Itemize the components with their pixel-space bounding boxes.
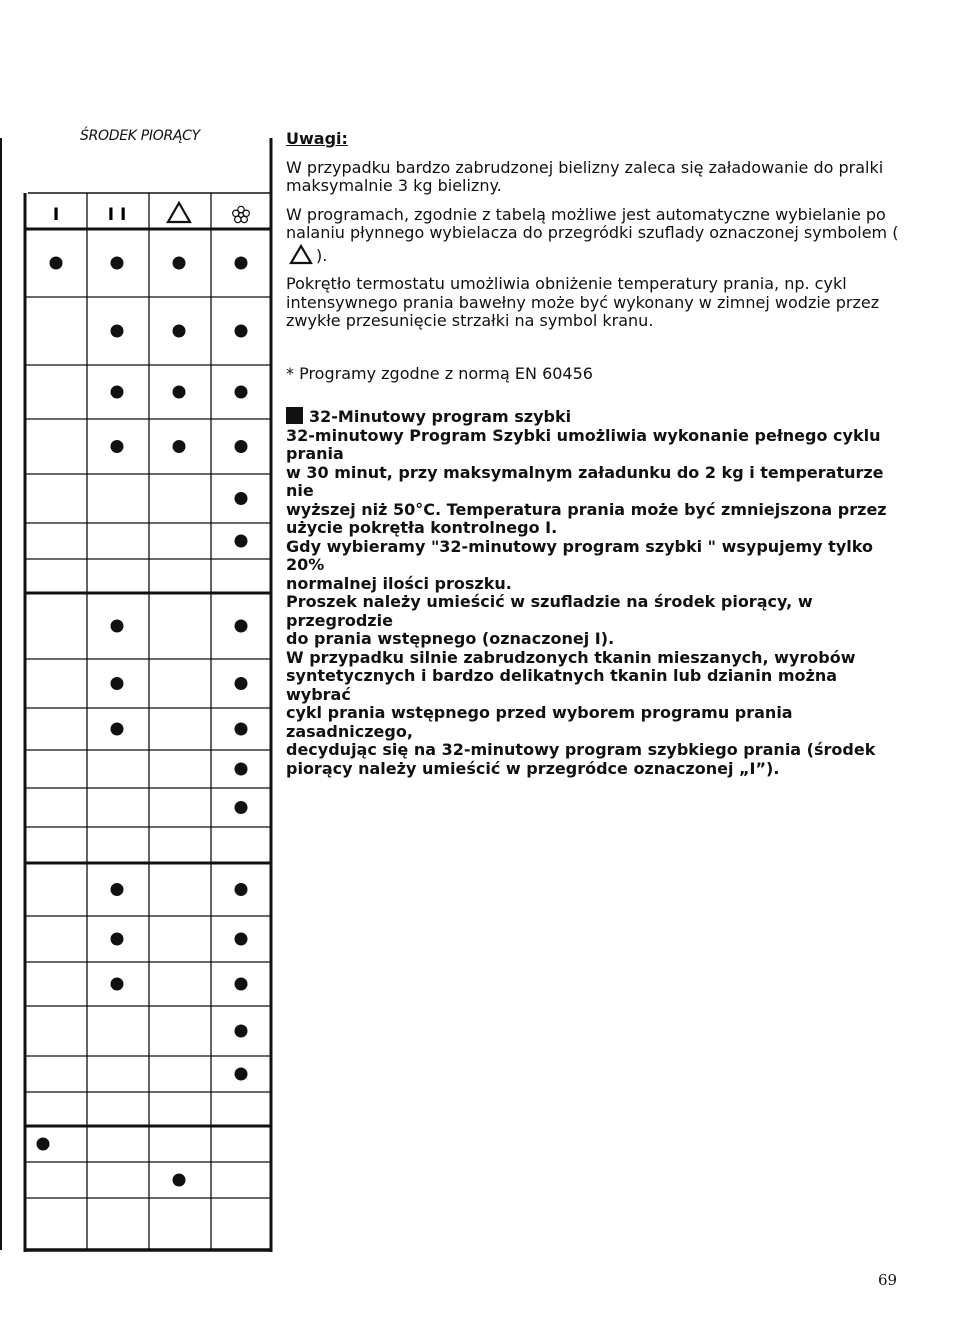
table-dot-mark	[111, 620, 124, 633]
table-dot-mark	[235, 257, 248, 270]
quick-line: normalnej ilości proszku.	[286, 573, 512, 593]
quick-line: w 30 minut, przy maksymalnym załadunku do 2 kg i temperaturze nie	[286, 462, 884, 500]
table-dot-mark	[111, 440, 124, 453]
quick-line: Proszek należy umieścić w szufladzie na środek piorący, w przegrodzie	[286, 592, 813, 630]
table-dot-mark	[173, 1174, 186, 1187]
standard-footnote: * Programy zgodne z normą EN 60456	[286, 363, 593, 383]
notes-section	[286, 130, 906, 778]
note-paragraph-2-end: ).	[316, 245, 328, 265]
softener-flower-icon	[233, 206, 250, 222]
page-number: 69	[878, 1271, 898, 1289]
quick-line: 32-minutowy Program Szybki umożliwia wykonanie pełnego cyklu prania	[286, 425, 881, 463]
black-square-icon	[286, 407, 303, 424]
table-dot-mark	[173, 325, 186, 338]
note-paragraph-3: Pokrętło termostatu umożliwia obniżenie temperatury prania, np. cykl intensywnego prania bawełny może być wykonany w zimnej wodzie przez zwykłe przesunięcie strzałki na symbol kranu.	[286, 274, 880, 330]
table-dot-mark	[111, 257, 124, 270]
column-header-mainwash: I I	[107, 205, 127, 225]
note-paragraph-2	[286, 206, 906, 266]
quick-line: Gdy wybieramy "32-minutowy program szybki " wsypujemy tylko 20%	[286, 536, 873, 574]
quick-program-section	[286, 407, 906, 778]
table-dot-mark	[235, 801, 248, 814]
table-dot-mark	[111, 883, 124, 896]
table-dot-mark	[111, 677, 124, 690]
notes-heading: Uwagi:	[286, 129, 348, 148]
table-dot-mark	[111, 325, 124, 338]
quick-line: piorący należy umieścić w przegródce oznaczonej „I”).	[286, 758, 780, 778]
table-dot-mark	[235, 883, 248, 896]
table-dot-mark	[173, 257, 186, 270]
table-dot-mark	[173, 386, 186, 399]
quick-line: użycie pokrętła kontrolnego I.	[286, 518, 558, 537]
table-dot-mark	[50, 257, 63, 270]
bleach-triangle-icon	[168, 203, 190, 222]
quick-line: decydując się na 32-minutowy program szybkiego prania (środek	[286, 740, 876, 759]
quick-program-title-text: 32-Minutowy program szybki	[309, 407, 572, 426]
quick-line: wyższej niż 50°C. Temperatura prania może być zmniejszona przez	[286, 499, 887, 519]
quick-program-title	[286, 407, 906, 427]
table-dot-mark	[235, 933, 248, 946]
table-dot-mark	[235, 492, 248, 505]
table-marks	[37, 257, 248, 1187]
table-dot-mark	[111, 978, 124, 991]
column-headers	[53, 203, 250, 225]
table-dot-mark	[173, 440, 186, 453]
table-dot-mark	[111, 933, 124, 946]
quick-line: syntetycznych i bardzo delikatnych tkanin lub dzianin można wybrać	[286, 666, 837, 704]
bleach-triangle-icon	[288, 243, 314, 265]
quick-line: W przypadku silnie zabrudzonych tkanin mieszanych, wyrobów	[286, 647, 856, 667]
table-dot-mark	[235, 677, 248, 690]
table-dot-mark	[235, 440, 248, 453]
table-dot-mark	[235, 978, 248, 991]
quick-line: do prania wstępnego (oznaczonej I).	[286, 629, 615, 648]
table-dot-mark	[235, 620, 248, 633]
note-paragraph-2-text: W programach, zgodnie z tabelą możliwe jest automatyczne wybielanie po nalaniu płynnego wybielacza do przegródki szuflady oznaczonej symbolem (	[286, 204, 899, 242]
note-paragraph-1: W przypadku bardzo zabrudzonej bielizny zaleca się załadowanie do pralki maksymalnie 3 kg bielizny.	[286, 157, 884, 195]
table-dot-mark	[235, 723, 248, 736]
table-dot-mark	[235, 1025, 248, 1038]
table-dot-mark	[37, 1138, 50, 1151]
table-dot-mark	[235, 763, 248, 776]
table-dot-mark	[111, 386, 124, 399]
table-dot-mark	[235, 535, 248, 548]
table-dot-mark	[235, 386, 248, 399]
table-header: ŚRODEK PIORĄCY	[80, 128, 200, 144]
table-grid	[25, 138, 271, 1252]
column-header-prewash: I	[52, 205, 60, 225]
quick-line: cykl prania wstępnego przed wyborem programu prania zasadniczego,	[286, 703, 793, 741]
table-dot-mark	[111, 723, 124, 736]
table-dot-mark	[235, 325, 248, 338]
table-dot-mark	[235, 1068, 248, 1081]
